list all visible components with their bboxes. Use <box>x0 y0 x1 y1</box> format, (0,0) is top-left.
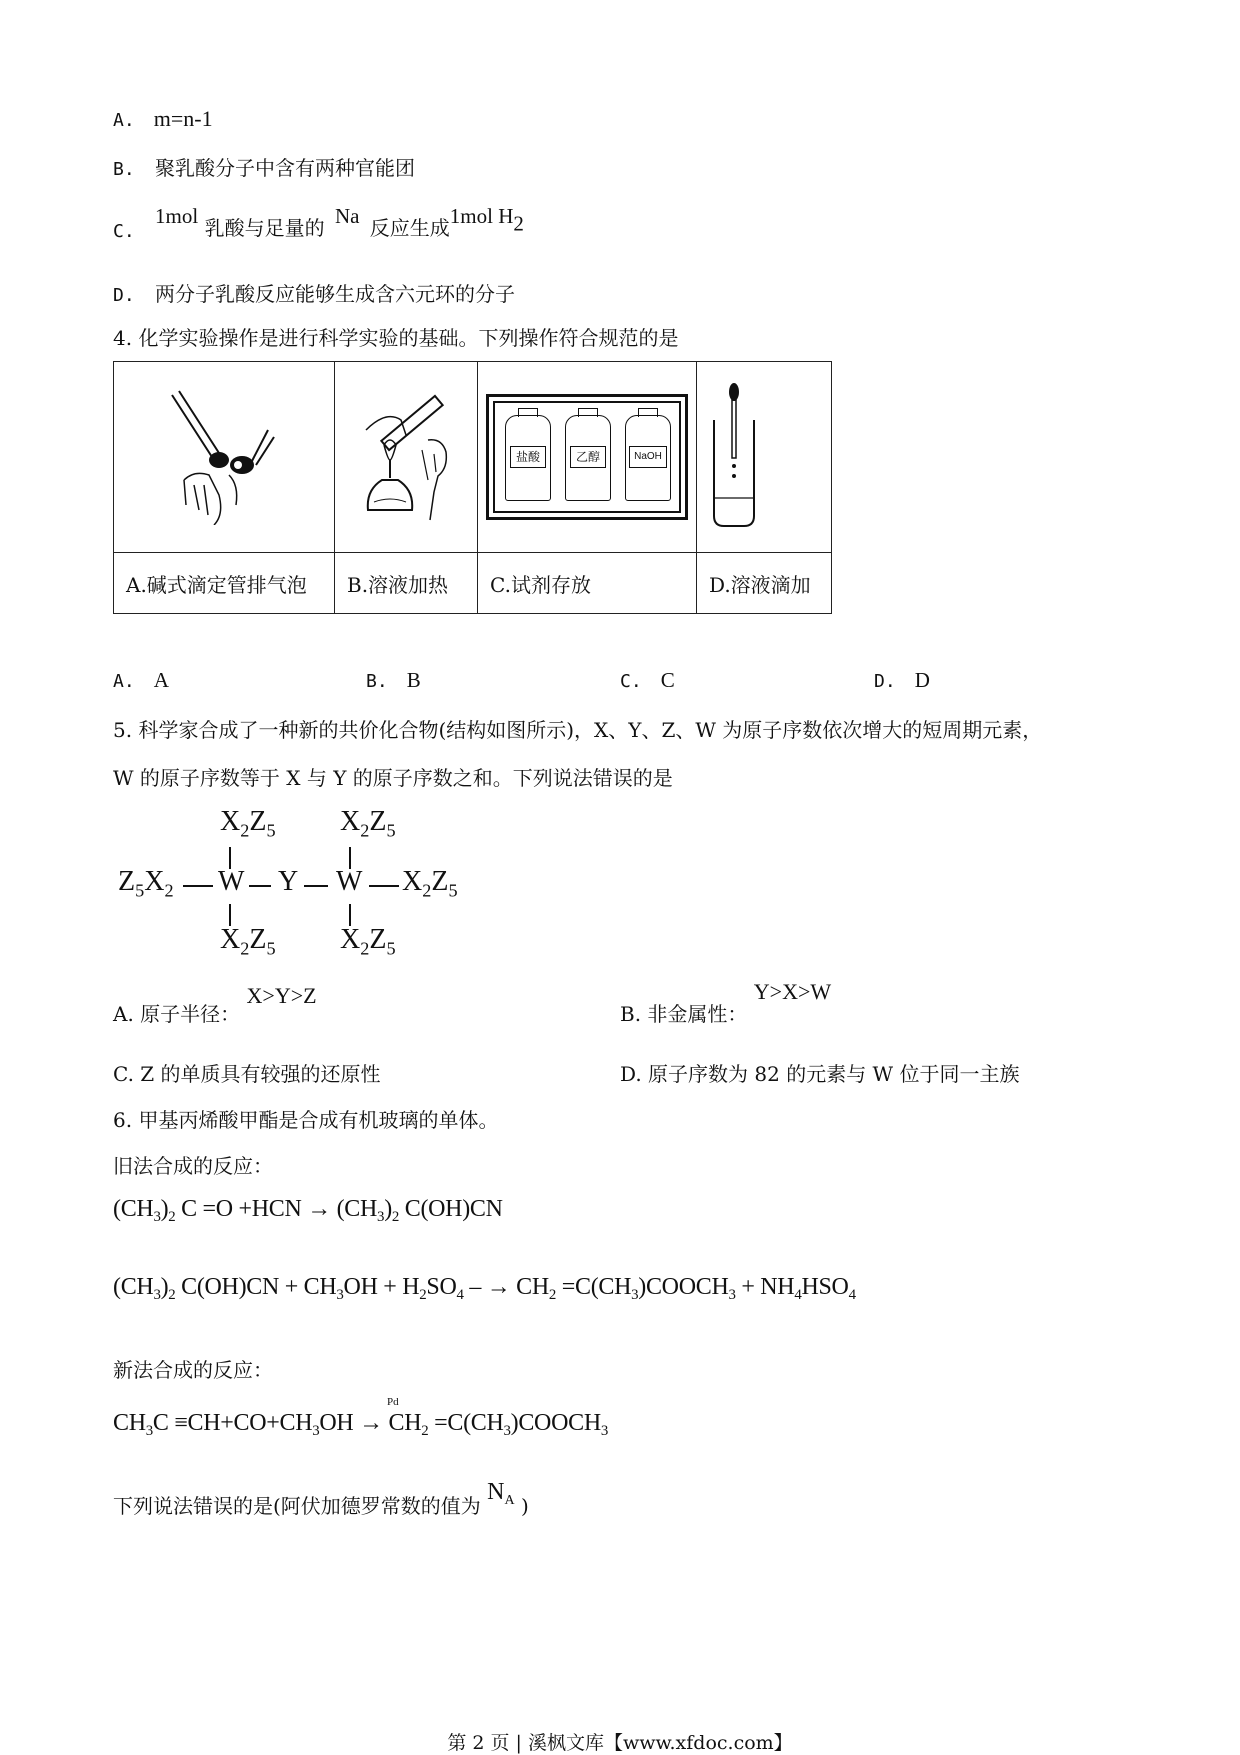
q3-option-a: A. m=n-1 <box>113 106 213 131</box>
q6-stem: 6. 甲基丙烯酸甲酯是合成有机玻璃的单体。 <box>113 1108 499 1132</box>
q5-option-d: D. 原子序数为 82 的元素与 W 位于同一主族 <box>620 1062 1020 1086</box>
cell-label-a: A.碱式滴定管排气泡 <box>114 553 335 614</box>
q5-option-c: C. Z 的单质具有较强的还原性 <box>113 1062 381 1086</box>
q6-new-method-label: 新法合成的反应： <box>113 1358 273 1382</box>
q4-option-a: A. A <box>113 668 169 692</box>
cell-label-d: D.溶液滴加 <box>697 553 832 614</box>
cell-label-b: B.溶液加热 <box>335 553 478 614</box>
bottle-sodium-hydroxide: NaOH <box>625 415 671 501</box>
q4-option-c: C. C <box>620 668 675 692</box>
q4-operations-table <box>113 361 832 614</box>
q6-old-equation-1: $(CH_3)_2$ $C =O +HCN \to (CH_3)_2$ C(OH)CN <box>113 1196 503 1226</box>
solution-heating-image <box>335 362 478 553</box>
q3-option-c: C. 1mol 乳酸与足量的 Na 反应生成1mol $H_2$ <box>113 204 524 242</box>
cell-label-c: C.试剂存放 <box>478 553 697 614</box>
q5-stem-line2: W 的原子序数等于 X 与 Y 的原子序数之和。下列说法错误的是 <box>113 766 673 790</box>
page-footer: 第 2 页 | 溪枫文库【www.xfdoc.com】 <box>447 1732 793 1754</box>
q5-option-b: B. 非金属性： Y>X>W <box>620 979 832 1026</box>
alcohol-lamp-test-tube-icon <box>346 380 466 530</box>
q6-old-method-label: 旧法合成的反应： <box>113 1154 273 1178</box>
q5-stem-line1: 5. 科学家合成了一种新的共价化合物(结构如图所示)，X、Y、Z、W 为原子序数依次增大的短周期元素， <box>113 718 1043 742</box>
q4-option-d: D. D <box>874 668 930 692</box>
dropper-test-tube-icon <box>704 380 764 530</box>
q5-option-a: A. 原子半径： X>Y>Z <box>113 983 317 1026</box>
bottle-hydrochloric-acid: 盐酸 <box>505 415 551 501</box>
catalyst-label: Pd <box>387 1396 399 1408</box>
q6-new-equation: $CH_3C \equiv CH+CO+CH_3OH \to CH_2$ $=C(CH_3)COOCH_3$ <box>113 1410 608 1440</box>
q6-old-equation-2: $(CH_3)_2$ $C(OH)CN + CH_3OH + H_2SO_4$ – → $CH_2$ $=C(CH_3)COOCH_3 + NH_4HSO_4$ <box>113 1274 856 1304</box>
solution-dropping-image <box>697 362 832 553</box>
reagent-cabinet <box>486 394 688 520</box>
q6-question: 下列说法错误的是(阿伏加德罗常数的值为 $N_A$ ) <box>113 1479 529 1518</box>
bottle-ethanol: 乙醇 <box>565 415 611 501</box>
reagent-storage-image <box>478 362 697 553</box>
q4-option-b: B. B <box>366 668 421 692</box>
burette-hand-icon <box>164 385 284 525</box>
q3-option-d: D. 两分子乳酸反应能够生成含六元环的分子 <box>113 282 516 306</box>
titration-bubble-image <box>114 362 335 553</box>
q3-option-b: B. 聚乳酸分子中含有两种官能团 <box>113 156 416 180</box>
q4-stem: 4. 化学实验操作是进行科学实验的基础。下列操作符合规范的是 <box>113 326 679 350</box>
